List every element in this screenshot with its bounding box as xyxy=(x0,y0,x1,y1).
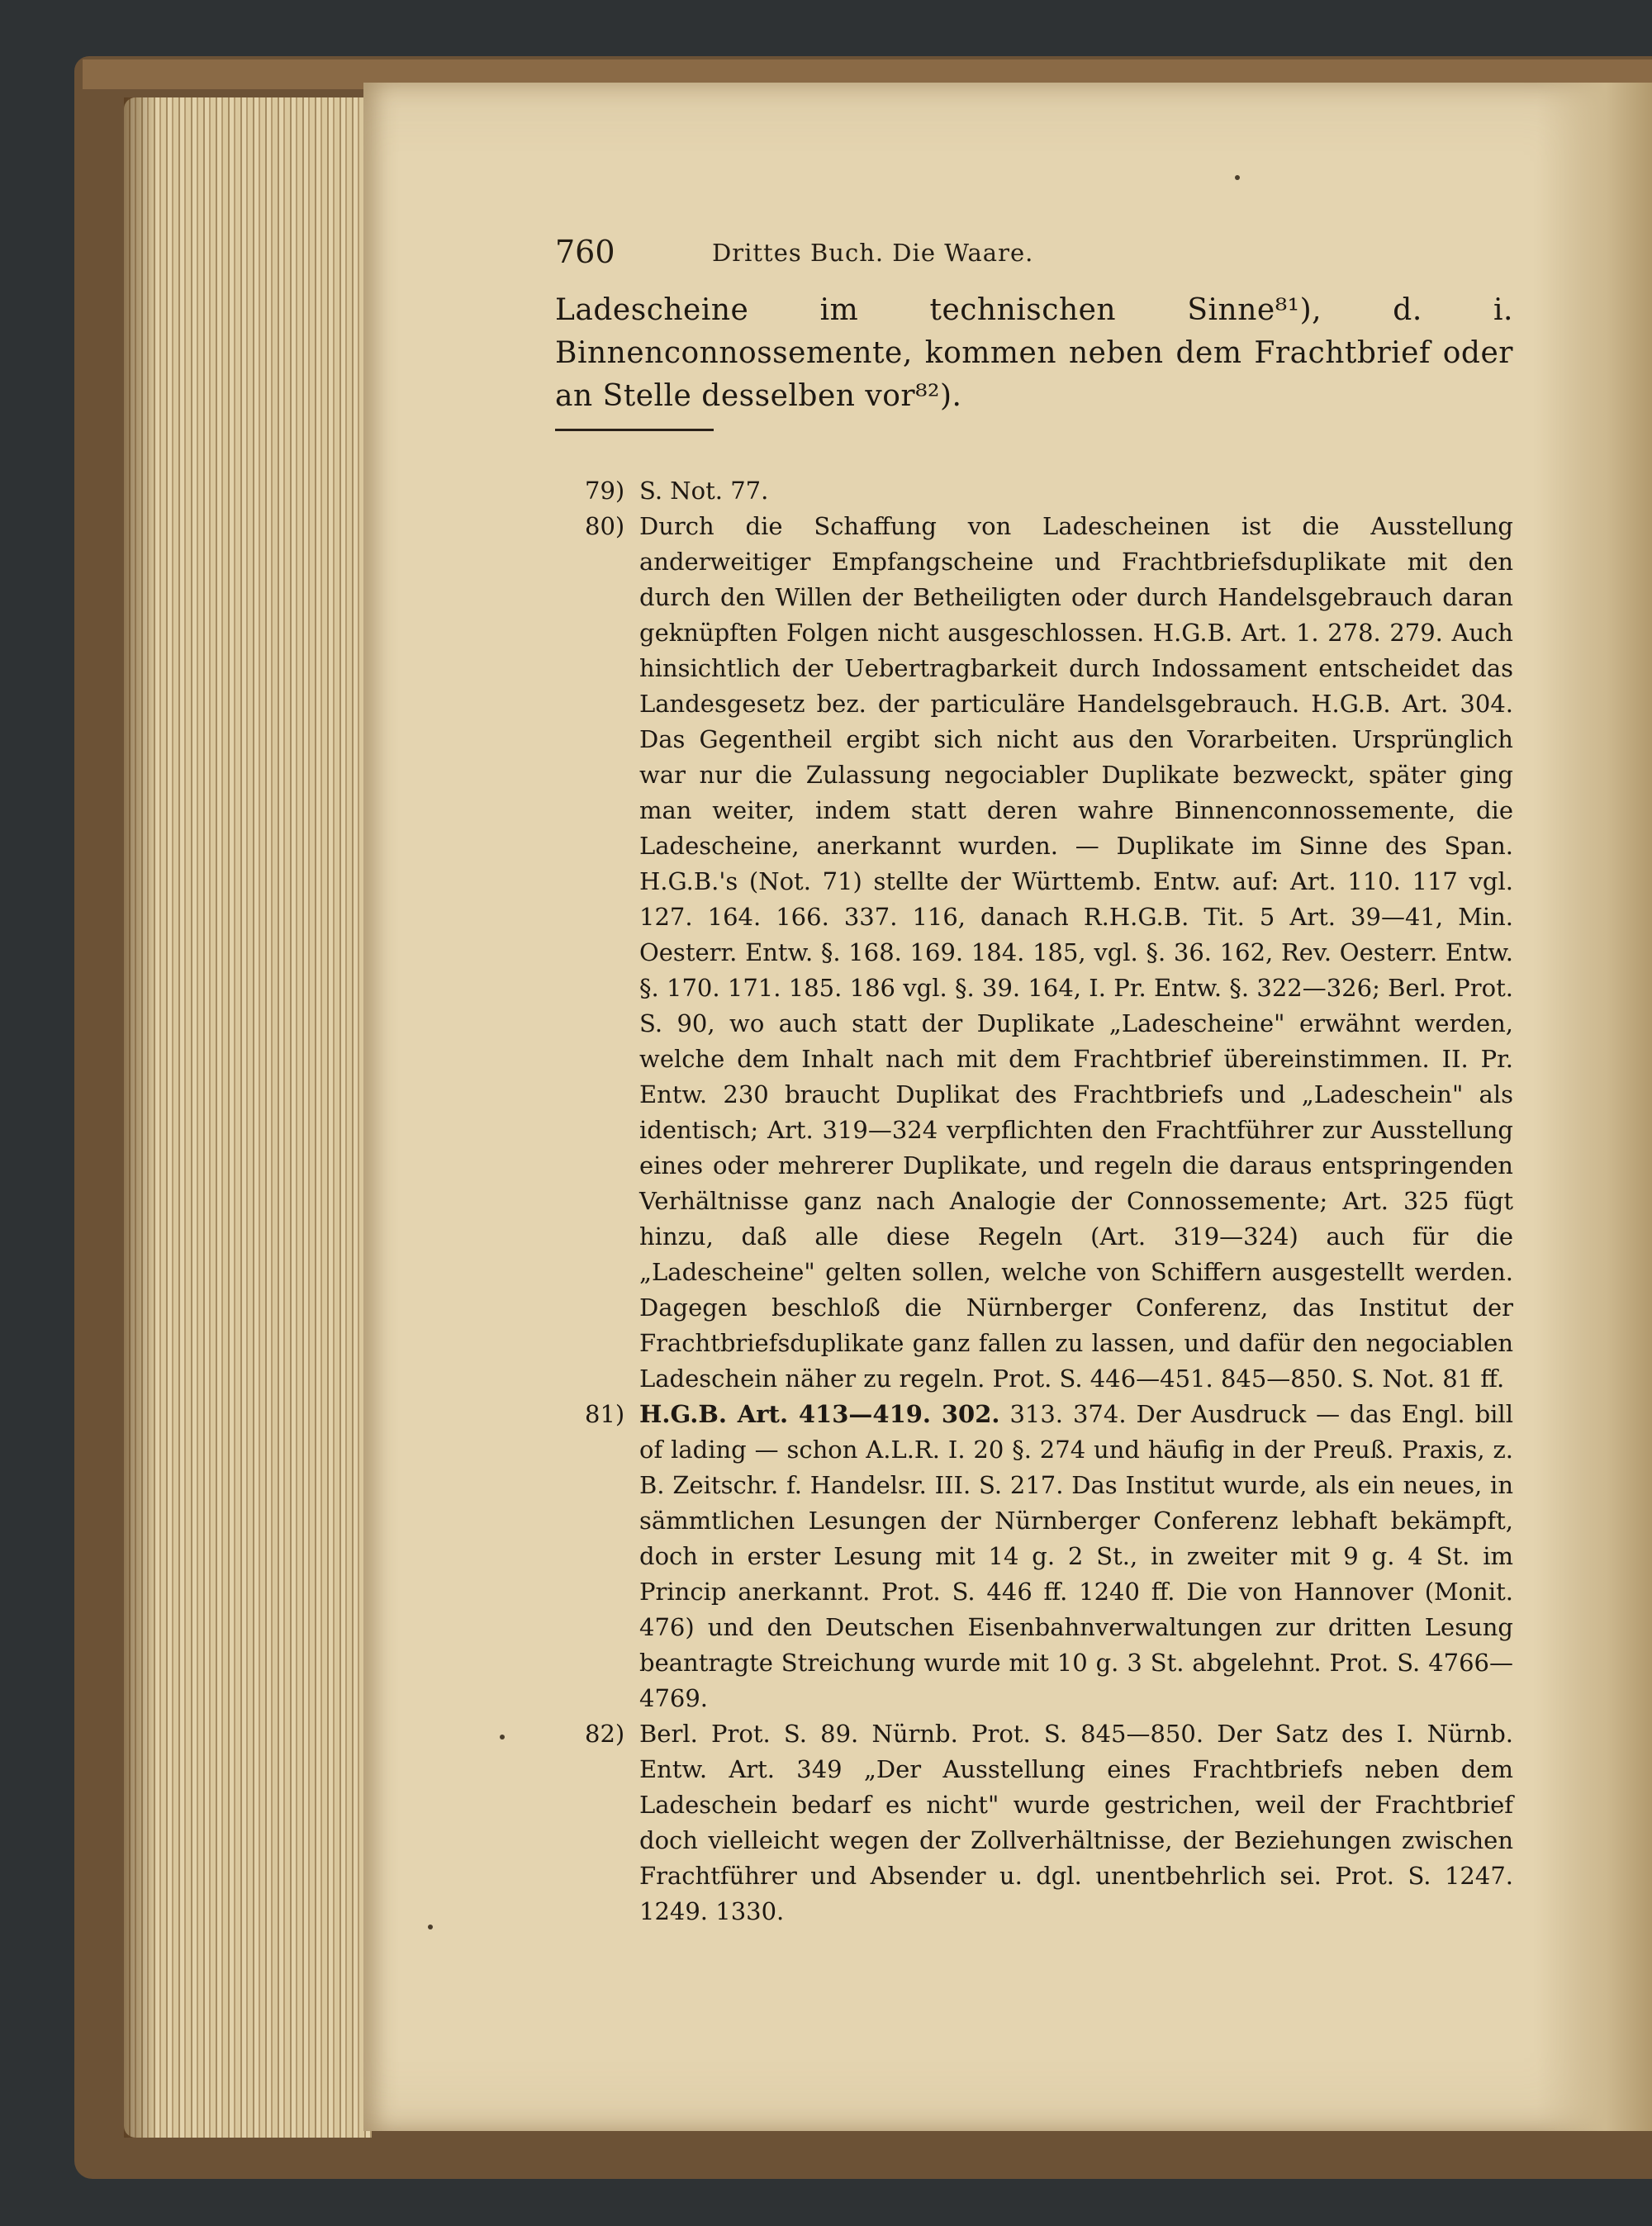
body-paragraph: Ladescheine im technischen Sinne⁸¹), d. i. Binnenconnossemente, kommen neben dem Frachtbrief oder an Stelle desselben vor⁸²). xyxy=(555,293,1513,413)
speck-mark xyxy=(500,1735,505,1740)
footnote-number: 80) xyxy=(585,512,625,540)
footnote-number: 81) xyxy=(585,1400,625,1428)
footnote-divider xyxy=(555,429,714,431)
footnote-text: Durch die Schaffung von Ladescheinen ist die Ausstellung anderweitiger Empfangscheine und Frachtbriefsduplikate mit den durch den Willen der Betheiligten oder durch Handelsgebrauch daran geknüpften Folgen nicht ausgeschlossen. H.G.B. Art. 1. 278. 279. Auch hinsichtlich der Uebertragbarkeit durch Indossament entscheidet das Landesgesetz bez. der particuläre Handelsgebrauch. H.G.B. Art. 304. Das Gegentheil ergibt sich nicht aus den Vorarbeiten. Ursprünglich war nur die Zulassung negociabler Duplikate bezweckt, später ging man weiter, indem statt deren wahre Binnenconnossemente, die Ladescheine, anerkannt wurden. — Duplikate im Sinne des Span. H.G.B.'s (Not. 71) stellte der Württemb. Entw. auf: Art. 110. 117 vgl. 127. 164. 166. 337. 116, danach R.H.G.B. Tit. 5 Art. 39—41, Min. Oesterr. Entw. §. 168. 169. 184. 185, vgl. §. 36. 162, Rev. Oesterr. Entw. §. 170. 171. 185. 186 vgl. §. 39. 164, I. Pr. Entw. §. 322—326; Berl. Prot. S. 90, wo auch statt der Duplikate „Ladescheine" erwähnt werden, welche dem Inhalt nach mit dem Frachtbrief übereinstimmen. II. Pr. Entw. 230 braucht Duplikat des Frachtbriefs und „Ladeschein" als identisch; Art. 319—324 verpflichten den Frachtführer zur Ausstellung eines oder mehrerer Duplikate, und regeln die daraus entspringenden Verhältnisse ganz nach Analogie der Connossemente; Art. 325 fügt hinzu, daß alle diese Regeln (Art. 319—324) auch für die „Ladescheine" gelten sollen, welche von Schiffern ausgestellt werden. Dagegen beschloß die Nürnberger Conferenz, das Institut der Frachtbriefsduplikate ganz fallen zu lassen, und dafür den negociablen Ladeschein näher zu regeln. Prot. S. 446—451. 845—850. S. Not. 81 ff. xyxy=(639,512,1513,1393)
footnote-lead: H.G.B. Art. 413—419. 302. xyxy=(639,1400,1000,1428)
footnote-item xyxy=(555,473,1513,509)
footnote-text: S. Not. 77. xyxy=(639,477,769,505)
footnote-text: 313. 374. Der Ausdruck — das Engl. bill of lading — schon A.L.R. I. 20 §. 274 und häufig in der Preuß. Praxis, z. B. Zeitschr. f. Handelsr. III. S. 217. Das Institut wurde, als ein neues, in sämmtlichen Lesungen der Nürnberger Conferenz lebhaft bekämpft, doch in erster Lesung mit 14 g. 2 St., in zweiter mit 9 g. 4 St. im Princip anerkannt. Prot. S. 446 ff. 1240 ff. Die von Hannover (Monit. 476) und den Deutschen Eisenbahnverwaltungen zur dritten Lesung beantragte Streichung wurde mit 10 g. 3 St. abgelehnt. Prot. S. 4766—4769. xyxy=(639,1400,1513,1712)
running-head: Drittes Buch. Die Waare. xyxy=(712,239,1034,267)
footnote-number: 79) xyxy=(585,477,625,505)
footnote-item xyxy=(555,1716,1513,1929)
page-header xyxy=(555,234,1513,283)
footnote-text: Berl. Prot. S. 89. Nürnb. Prot. S. 845—850. Der Satz des I. Nürnb. Entw. Art. 349 „Der Ausstellung eines Frachtbriefs neben dem Ladeschein bedarf es nicht" wurde gestrichen, weil der Frachtbrief doch vielleicht wegen der Zollverhältnisse, der Beziehungen zwischen Frachtführer und Absender u. dgl. unentbehrlich sei. Prot. S. 1247. 1249. 1330. xyxy=(639,1720,1513,1925)
page-stack-edges xyxy=(124,97,372,2138)
speck-mark xyxy=(1235,175,1240,180)
footnotes xyxy=(555,473,1513,1929)
page-gutter xyxy=(1536,83,1652,2131)
page-number: 760 xyxy=(555,234,615,270)
footnote-item xyxy=(555,509,1513,1397)
footnote-number: 82) xyxy=(585,1720,625,1748)
speck-mark xyxy=(428,1925,433,1929)
footnote-item xyxy=(555,1397,1513,1716)
page-stack-shadow xyxy=(124,97,157,2138)
